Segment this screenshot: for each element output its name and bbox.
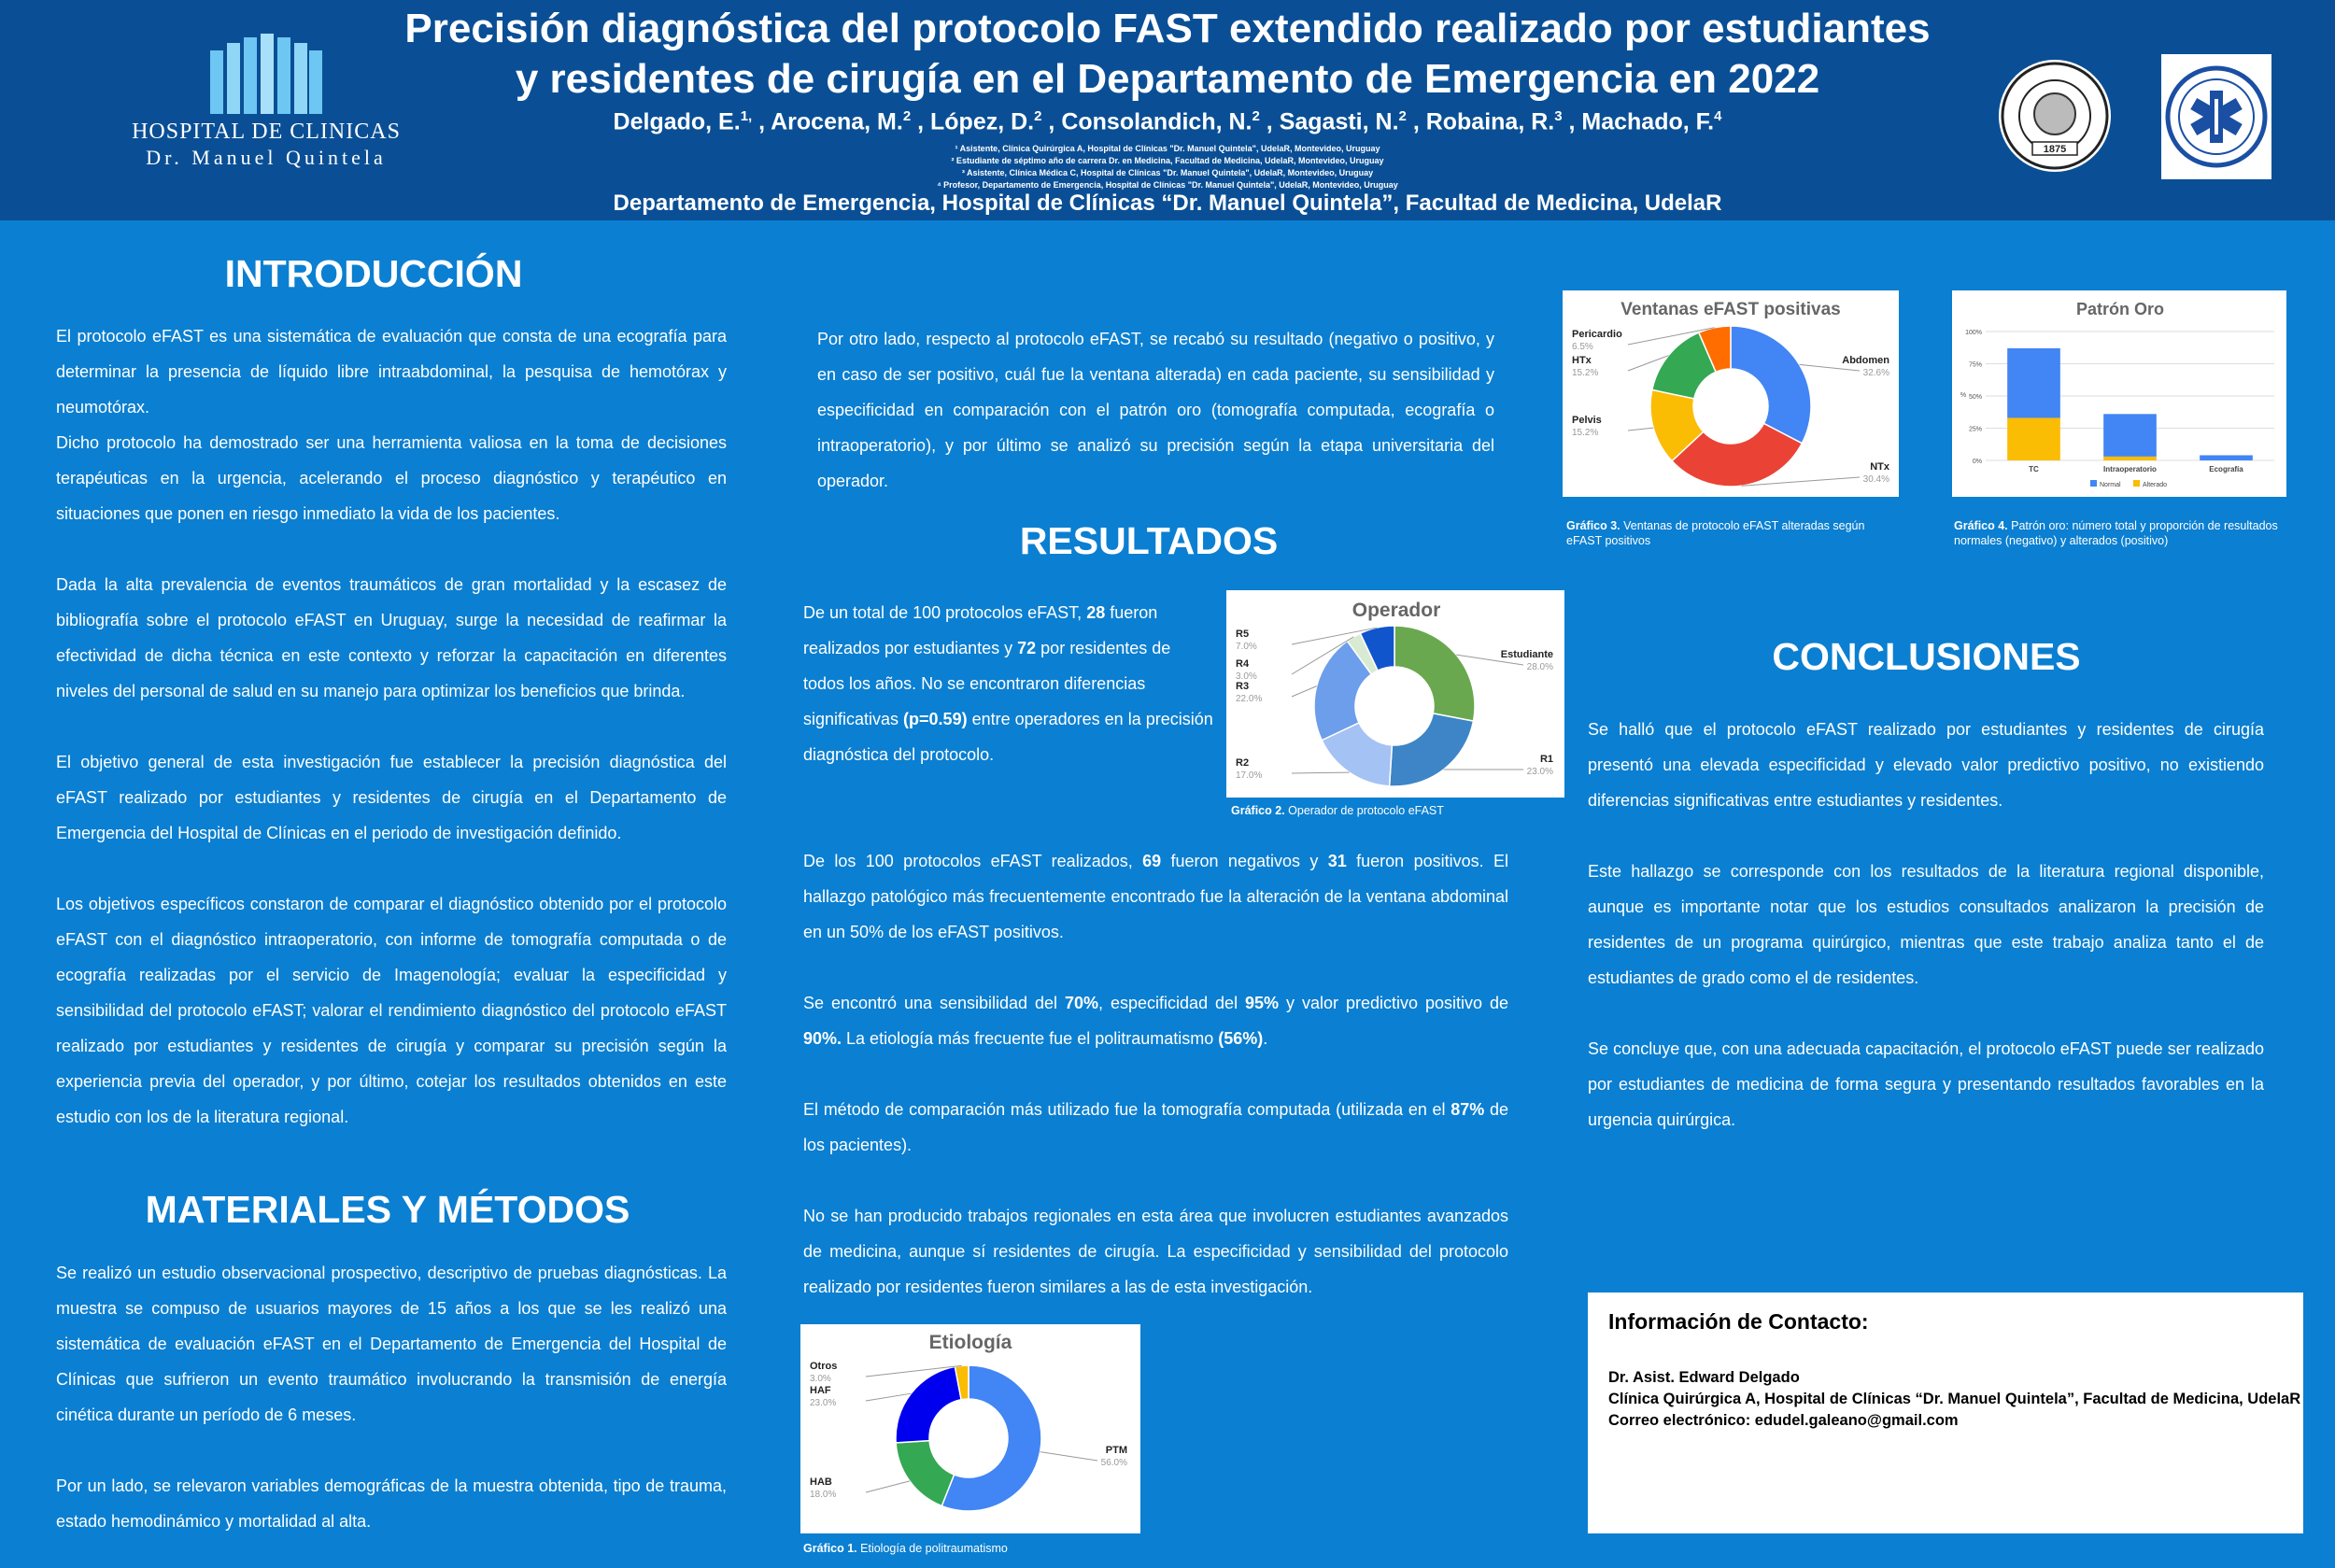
label-ntx: NTx <box>1870 461 1889 473</box>
label-ptm: PTM <box>1105 1445 1127 1456</box>
affiliation-3: ³ Asistente, Clínica Médica C, Hospital de Clínicas "Dr. Manuel Quintela", UdelaR, Montevideo, Uruguay <box>961 168 1374 177</box>
value-r4: 3.0% <box>1236 671 1257 682</box>
methods-p2: Por un lado, se relevaron variables demográficas de la muestra obtenida, tipo de trauma, estado hemodinámico y mortalidad al alta. <box>56 1476 727 1531</box>
value-pelvis: 15.2% <box>1572 428 1599 438</box>
hospital-logo-icon <box>210 34 322 114</box>
methods-p3: Por otro lado, respecto al protocolo eFAST, se recabó su resultado (negativo o positivo, y en caso de ser positivo, cuál fue la ventana alterada) en cada paciente, su sensibilidad y especificidad en comparación con el patrón oro (tomografía computada, ecografía o intraoperatorio), y por último se analizó su precisión según la etapa universitaria del operador. <box>817 330 1494 490</box>
label-haf: HAF <box>810 1385 831 1396</box>
hospital-logo-sub: Dr. Manuel Quintela <box>146 146 387 169</box>
label-pelvis: Pelvis <box>1572 415 1602 426</box>
legend-swatch-alterado <box>2133 480 2140 487</box>
leader-r3 <box>1292 686 1317 697</box>
label-r5: R5 <box>1236 629 1250 640</box>
author-4: , Consolandich, N. <box>1048 108 1252 135</box>
y-tick-label: 100% <box>1965 330 1982 336</box>
value-estudiante: 28.0% <box>1526 662 1553 672</box>
value-ptm: 56.0% <box>1100 1458 1127 1468</box>
methods-title: MATERIALES Y MÉTODOS <box>145 1188 630 1231</box>
contact-name: Dr. Asist. Edward Delgado <box>1608 1369 1800 1386</box>
value-pericardio: 6.5% <box>1572 342 1593 352</box>
hospital-logo <box>112 28 420 177</box>
slice-haf <box>896 1366 961 1443</box>
legend-label-normal: Normal <box>2100 482 2121 488</box>
results-body <box>803 843 1508 1305</box>
caption-grafico-2: Gráfico 2. Operador de protocolo eFAST <box>1231 804 1444 817</box>
author-5: , Sagasti, N. <box>1266 108 1399 135</box>
chart-ventanas-svg <box>1563 290 1899 497</box>
leader-ptm <box>1040 1452 1097 1461</box>
chart-operador-svg <box>1226 590 1564 798</box>
hospital-logo-name: HOSPITAL DE CLINICAS <box>132 120 401 144</box>
leader-haf <box>866 1393 911 1401</box>
affiliation-2: ² Estudiante de séptimo año de carrera Dr. en Medicina, Facultad de Medicina, UdelaR, Montevideo, Uruguay <box>951 156 1384 165</box>
author-7-sup: 4 <box>1714 108 1722 124</box>
author-4-sup: 2 <box>1252 108 1260 124</box>
title-line-1: Precisión diagnóstica del protocolo FAST extendido realizado por estudiantes <box>404 6 1931 51</box>
conclusions-p3: Se concluye que, con una adecuada capacitación, el protocolo eFAST puede ser realizado por estudiantes de medicina de forma segura y presentando resultados favorables en la urgencia quirúrgica. <box>1588 1039 2264 1129</box>
label-r3: R3 <box>1236 681 1250 692</box>
label-hab: HAB <box>810 1476 832 1488</box>
intro-p2: Dicho protocolo ha demostrado ser una herramienta valiosa en la toma de decisiones terapéuticas en la urgencia, acelerando el proceso diagnóstico y terapéutico en situaciones que ponen en riesgo inmediato la vida de los pacientes. <box>56 433 727 523</box>
contact-title: Información de Contacto: <box>1608 1309 1869 1334</box>
author-6: , Robaina, R. <box>1412 108 1555 135</box>
conclusions-title: CONCLUSIONES <box>1772 635 2081 678</box>
affiliation-1: ¹ Asistente, Clínica Quirúrgica A, Hospital de Clínicas "Dr. Manuel Quintela", UdelaR, Montevideo, Uruguay <box>955 144 1380 153</box>
author-1: Delgado, E. <box>613 108 741 135</box>
star-of-life-icon <box>2161 54 2271 179</box>
contact-box <box>1588 1293 2303 1533</box>
methods-p1: Se realizó un estudio observacional prospectivo, descriptivo de pruebas diagnósticas. La muestra se compuso de usuarios mayores de 15 años a los que se les realizó una sistemática de evaluación eFAST en el Departamento de Emergencia del Hospital de Clínicas que sufrieron un evento traumático involucrando la transmisión de energía cinética durante un período de 6 meses. <box>56 1264 727 1424</box>
chart-ventanas <box>1563 290 1899 497</box>
value-hab: 18.0% <box>810 1490 837 1500</box>
chart-title: Ventanas eFAST positivas <box>1620 300 1841 319</box>
intro-p3: Dada la alta prevalencia de eventos traumáticos de gran mortalidad y la escasez de bibliografía sobre el protocolo eFAST en Uruguay, surge la necesidad de reafirmar la efectividad de dicha técnica en este contexto y reforzar la capacitación en diferentes niveles del personal de salud en su manejo para optimizar los beneficios que brinda. <box>56 575 727 700</box>
leader-hab <box>866 1481 910 1492</box>
x-tick-label: Ecografía <box>2209 465 2243 473</box>
results-p4: El método de comparación más utilizado fue la tomografía computada (utilizada en el 87% de los pacientes). <box>803 1100 1508 1154</box>
results-p3: Se encontró una sensibilidad del 70%, especificidad del 95% y valor predictivo positivo de 90%. La etiología más frecuente fue el politraumatismo (56%). <box>803 994 1508 1048</box>
author-6-sup: 3 <box>1554 108 1563 124</box>
author-2: , Arocena, M. <box>758 108 903 135</box>
label-abdomen: Abdomen <box>1842 355 1889 366</box>
affiliations <box>392 143 1943 191</box>
chart-etiologia-svg <box>800 1324 1140 1533</box>
slice-hab <box>896 1441 954 1506</box>
methods-body <box>56 1255 727 1539</box>
y-tick-label: 75% <box>1968 361 1982 369</box>
value-r1: 23.0% <box>1526 767 1553 777</box>
results-p1: De un total de 100 protocolos eFAST, 28 fueron realizados por estudiantes y 72 por residentes de todos los años. No se encontraron diferencias significativas (p=0.59) entre operadores en la precisión diagnóstica del protocolo. <box>803 603 1213 764</box>
intro-p5: Los objetivos específicos constaron de comparar el diagnóstico obtenido por el protocolo eFAST con el diagnóstico intraoperatorio, con informe de tomografía computada o de ecografía realizadas por el servicio de Imagenología; evaluar la especificidad y sensibilidad del protocolo eFAST; valorar el rendimiento diagnóstico del protocolo eFAST realizado por estudiantes y residentes de cirugía y comparar su precisión según la experiencia previa del operador, y por último, cotejar los resultados obtenidos en este estudio con los de la literatura regional. <box>56 895 727 1126</box>
affiliation-4: ⁴ Profesor, Departamento de Emergencia, Hospital de Clínicas "Dr. Manuel Quintela", UdelaR, Montevideo, Uruguay <box>937 180 1398 190</box>
title-line-2: y residentes de cirugía en el Departamento de Emergencia en 2022 <box>515 56 1820 102</box>
bar-tc-alterado <box>2007 417 2060 460</box>
intro-body <box>56 318 727 1135</box>
chart-patron-oro-svg <box>1952 290 2286 497</box>
seal-year: 1875 <box>2043 144 2067 155</box>
emergency-logo <box>2161 54 2271 179</box>
y-tick-label: 25% <box>1968 426 1982 433</box>
leader-pelvis <box>1628 428 1653 431</box>
chart-etiologia <box>800 1324 1140 1533</box>
label-estudiante: Estudiante <box>1500 649 1553 660</box>
value-ntx: 30.4% <box>1862 474 1889 485</box>
value-abdomen: 32.6% <box>1862 368 1889 378</box>
label-r4: R4 <box>1236 658 1250 670</box>
faculty-seal-icon <box>1997 58 2113 174</box>
author-2-sup: 2 <box>902 108 912 124</box>
conclusions-p2: Este hallazgo se corresponde con los resultados de la literatura regional disponible, aunque es importante notar que los estudios consultados analizaron la precisión de residentes de un programa quirúrgico, mientras que este trabajo analiza tanto el de estudiantes de grado como el de residentes. <box>1588 862 2264 987</box>
label-r1: R1 <box>1539 754 1553 765</box>
leader-r2 <box>1292 772 1350 773</box>
department-line: Departamento de Emergencia, Hospital de Clínicas “Dr. Manuel Quintela”, Facultad de Medicina, UdelaR <box>613 191 1722 216</box>
chart-operador <box>1226 590 1564 798</box>
label-otros: Otros <box>810 1361 838 1372</box>
value-haf: 23.0% <box>810 1398 837 1408</box>
intro-p4: El objetivo general de esta investigación fue establecer la precisión diagnóstica del eFAST realizado por estudiantes y residentes de cirugía en el Departamento de Emergencia del Hospital de Clínicas en el periodo de investigación definido. <box>56 753 727 842</box>
conclusions-p1: Se halló que el protocolo eFAST realizado por estudiantes y residentes de cirugía presentó una elevada especificidad y elevado valor predictivo positivo, no existiendo diferencias significativas entre estudiantes y residentes. <box>1588 720 2264 810</box>
value-otros: 3.0% <box>810 1374 831 1384</box>
y-tick-label: 0% <box>1972 459 1982 465</box>
slice-abdomen <box>1731 326 1811 444</box>
legend-swatch-normal <box>2090 480 2097 487</box>
bar-tc-normal <box>2007 348 2060 418</box>
caption-grafico-1: Gráfico 1. Etiología de politraumatismo <box>803 1542 1008 1555</box>
author-5-sup: 2 <box>1398 108 1407 124</box>
value-htx: 15.2% <box>1572 368 1599 378</box>
results-p2: De los 100 protocolos eFAST realizados, 69 fueron negativos y 31 fueron positivos. El hallazgo patológico más frecuentemente encontrado fue la alteración de la ventana abdominal en un 50% de los eFAST positivos. <box>803 852 1508 941</box>
label-pericardio: Pericardio <box>1572 329 1622 340</box>
intro-title: INTRODUCCIÓN <box>224 252 523 295</box>
poster-title <box>392 4 1943 105</box>
intro-p1: El protocolo eFAST es una sistemática de evaluación que consta de una ecografía para determinar la presencia de líquido libre intraabdominal, la pesquisa de hemotórax y neumotórax. <box>56 327 727 417</box>
y-tick-label: 50% <box>1968 394 1982 401</box>
legend-label-alterado: Alterado <box>2143 482 2168 488</box>
label-r2: R2 <box>1236 757 1250 769</box>
y-axis-label: % <box>1960 392 1967 399</box>
value-r3: 22.0% <box>1236 694 1263 704</box>
bar-ecografía-normal <box>2200 455 2253 460</box>
caption-grafico-4: Gráfico 4. Patrón oro: número total y proporción de resultados normales (negativo) y alterados (positivo) <box>1954 519 2278 547</box>
conclusions-body <box>1588 712 2264 1137</box>
results-p5: No se han producido trabajos regionales en esta área que involucren estudiantes avanzados de medicina, aunque sí residentes de cirugía. La especificidad y sensibilidad del protocolo realizado por residentes fueron similares a las de esta investigación. <box>803 1207 1508 1296</box>
results-title: RESULTADOS <box>1019 519 1279 562</box>
slice-r1 <box>1390 713 1474 786</box>
bar-intraoperatorio-normal <box>2103 414 2157 457</box>
faculty-seal <box>1997 58 2113 174</box>
contact-email[interactable]: Correo electrónico: edudel.galeano@gmail.com <box>1608 1412 1959 1429</box>
bar-intraoperatorio-alterado <box>2103 457 2157 460</box>
x-tick-label: Intraoperatorio <box>2103 465 2157 473</box>
author-3: , López, D. <box>917 108 1035 135</box>
slice-estudiante <box>1394 626 1475 721</box>
author-7: , Machado, F. <box>1568 108 1715 135</box>
value-r5: 7.0% <box>1236 642 1257 652</box>
chart-title: Etiología <box>928 1332 1012 1353</box>
contact-affiliation: Clínica Quirúrgica A, Hospital de Clínicas “Dr. Manuel Quintela”, Facultad de Medicina, UdelaR <box>1608 1391 2301 1407</box>
caption-grafico-3: Gráfico 3. Ventanas de protocolo eFAST alteradas según eFAST positivos <box>1566 519 1865 547</box>
label-htx: HTx <box>1572 355 1592 366</box>
chart-title: Patrón Oro <box>2075 300 2165 318</box>
chart-title: Operador <box>1351 600 1441 621</box>
chart-patron-oro <box>1952 290 2286 497</box>
x-tick-label: TC <box>2029 465 2039 473</box>
author-1-sup: 1, <box>740 108 753 124</box>
authors <box>392 108 1943 135</box>
value-r2: 17.0% <box>1236 770 1263 781</box>
author-3-sup: 2 <box>1034 108 1042 124</box>
